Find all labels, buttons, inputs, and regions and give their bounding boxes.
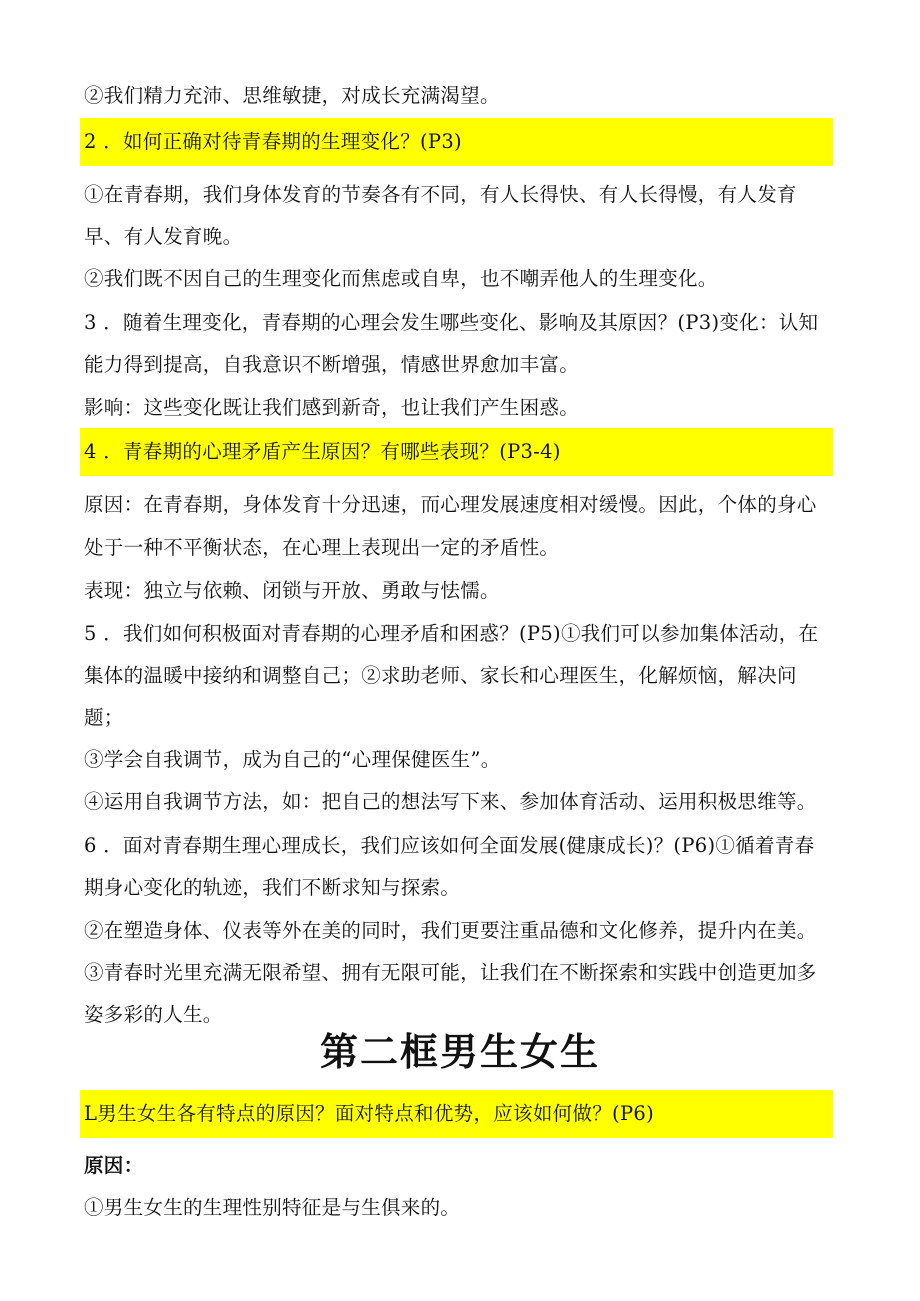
paragraph-line: 题； <box>84 706 124 729</box>
paragraph-line: ③青春时光里充满无限希望、拥有无限可能，让我们在不断探索和实践中创造更加多 <box>84 961 817 984</box>
paragraph-line: 姿多彩的人生。 <box>84 1003 223 1026</box>
paragraph-line: ②在塑造身体、仪表等外在美的同时，我们更要注重品德和文化修养，提升内在美。 <box>84 919 817 942</box>
paragraph-line: 影响：这些变化既让我们感到新奇，也让我们产生困惑。 <box>84 396 580 419</box>
paragraph-line: ④运用自我调节方法，如：把自己的想法写下来、参加体育活动、运用积极思维等。 <box>84 790 817 813</box>
paragraph-line: 表现：独立与依赖、闭锁与开放、勇敢与怯懦。 <box>84 579 500 602</box>
paragraph-line: ①在青春期，我们身体发育的节奏各有不同，有人长得快、有人长得慢，有人发育 <box>84 183 797 206</box>
question-heading: 2 ．如何正确对待青春期的生理变化？(P3) <box>84 130 462 153</box>
paragraph-line: 能力得到提高，自我意识不断增强，情感世界愈加丰富。 <box>84 353 580 376</box>
highlighted-question <box>80 1090 833 1138</box>
question-heading: L男生女生各有特点的原因？面对特点和优势，应该如何做？(P6) <box>84 1102 654 1125</box>
question-line: 5 ．我们如何积极面对青春期的心理矛盾和困惑？(P5)①我们可以参加集体活动，在 <box>84 622 819 645</box>
question-line: 6 ．面对青春期生理心理成长，我们应该如何全面发展(健康成长)？(P6)①循着青春 <box>84 834 815 857</box>
section-title: 第二框男生女生 <box>319 1029 600 1074</box>
paragraph-line: ②我们精力充沛、思维敏捷，对成长充满渴望。 <box>84 84 500 107</box>
highlighted-question <box>80 118 833 166</box>
paragraph-line: ①男生女生的生理性别特征是与生俱来的。 <box>84 1196 461 1219</box>
question-line: 3 ．随着生理变化，青春期的心理会发生哪些变化、影响及其原因？(P3)变化：认知 <box>84 311 819 334</box>
paragraph-line: 处于一种不平衡状态，在心理上表现出一定的矛盾性。 <box>84 536 560 559</box>
reason-label: 原因： <box>84 1154 144 1177</box>
paragraph-line: ③学会自我调节，成为自己的“心理保健医生”。 <box>84 748 501 771</box>
question-heading: 4 ．青春期的心理矛盾产生原因？有哪些表现？(P3-4) <box>84 440 561 463</box>
paragraph-line: ②我们既不因自己的生理变化而焦虑或自卑，也不嘲弄他人的生理变化。 <box>84 267 718 290</box>
paragraph-line: 原因：在青春期，身体发育十分迅速，而心理发展速度相对缓慢。因此，个体的身心 <box>84 493 817 516</box>
highlighted-question <box>80 428 833 476</box>
paragraph-line: 集体的温暖中接纳和调整自己；②求助老师、家长和心理医生，化解烦恼，解决问 <box>84 664 797 687</box>
paragraph-line: 早、有人发育晚。 <box>84 225 243 248</box>
paragraph-line: 期身心变化的轨迹，我们不断求知与探索。 <box>84 876 461 899</box>
